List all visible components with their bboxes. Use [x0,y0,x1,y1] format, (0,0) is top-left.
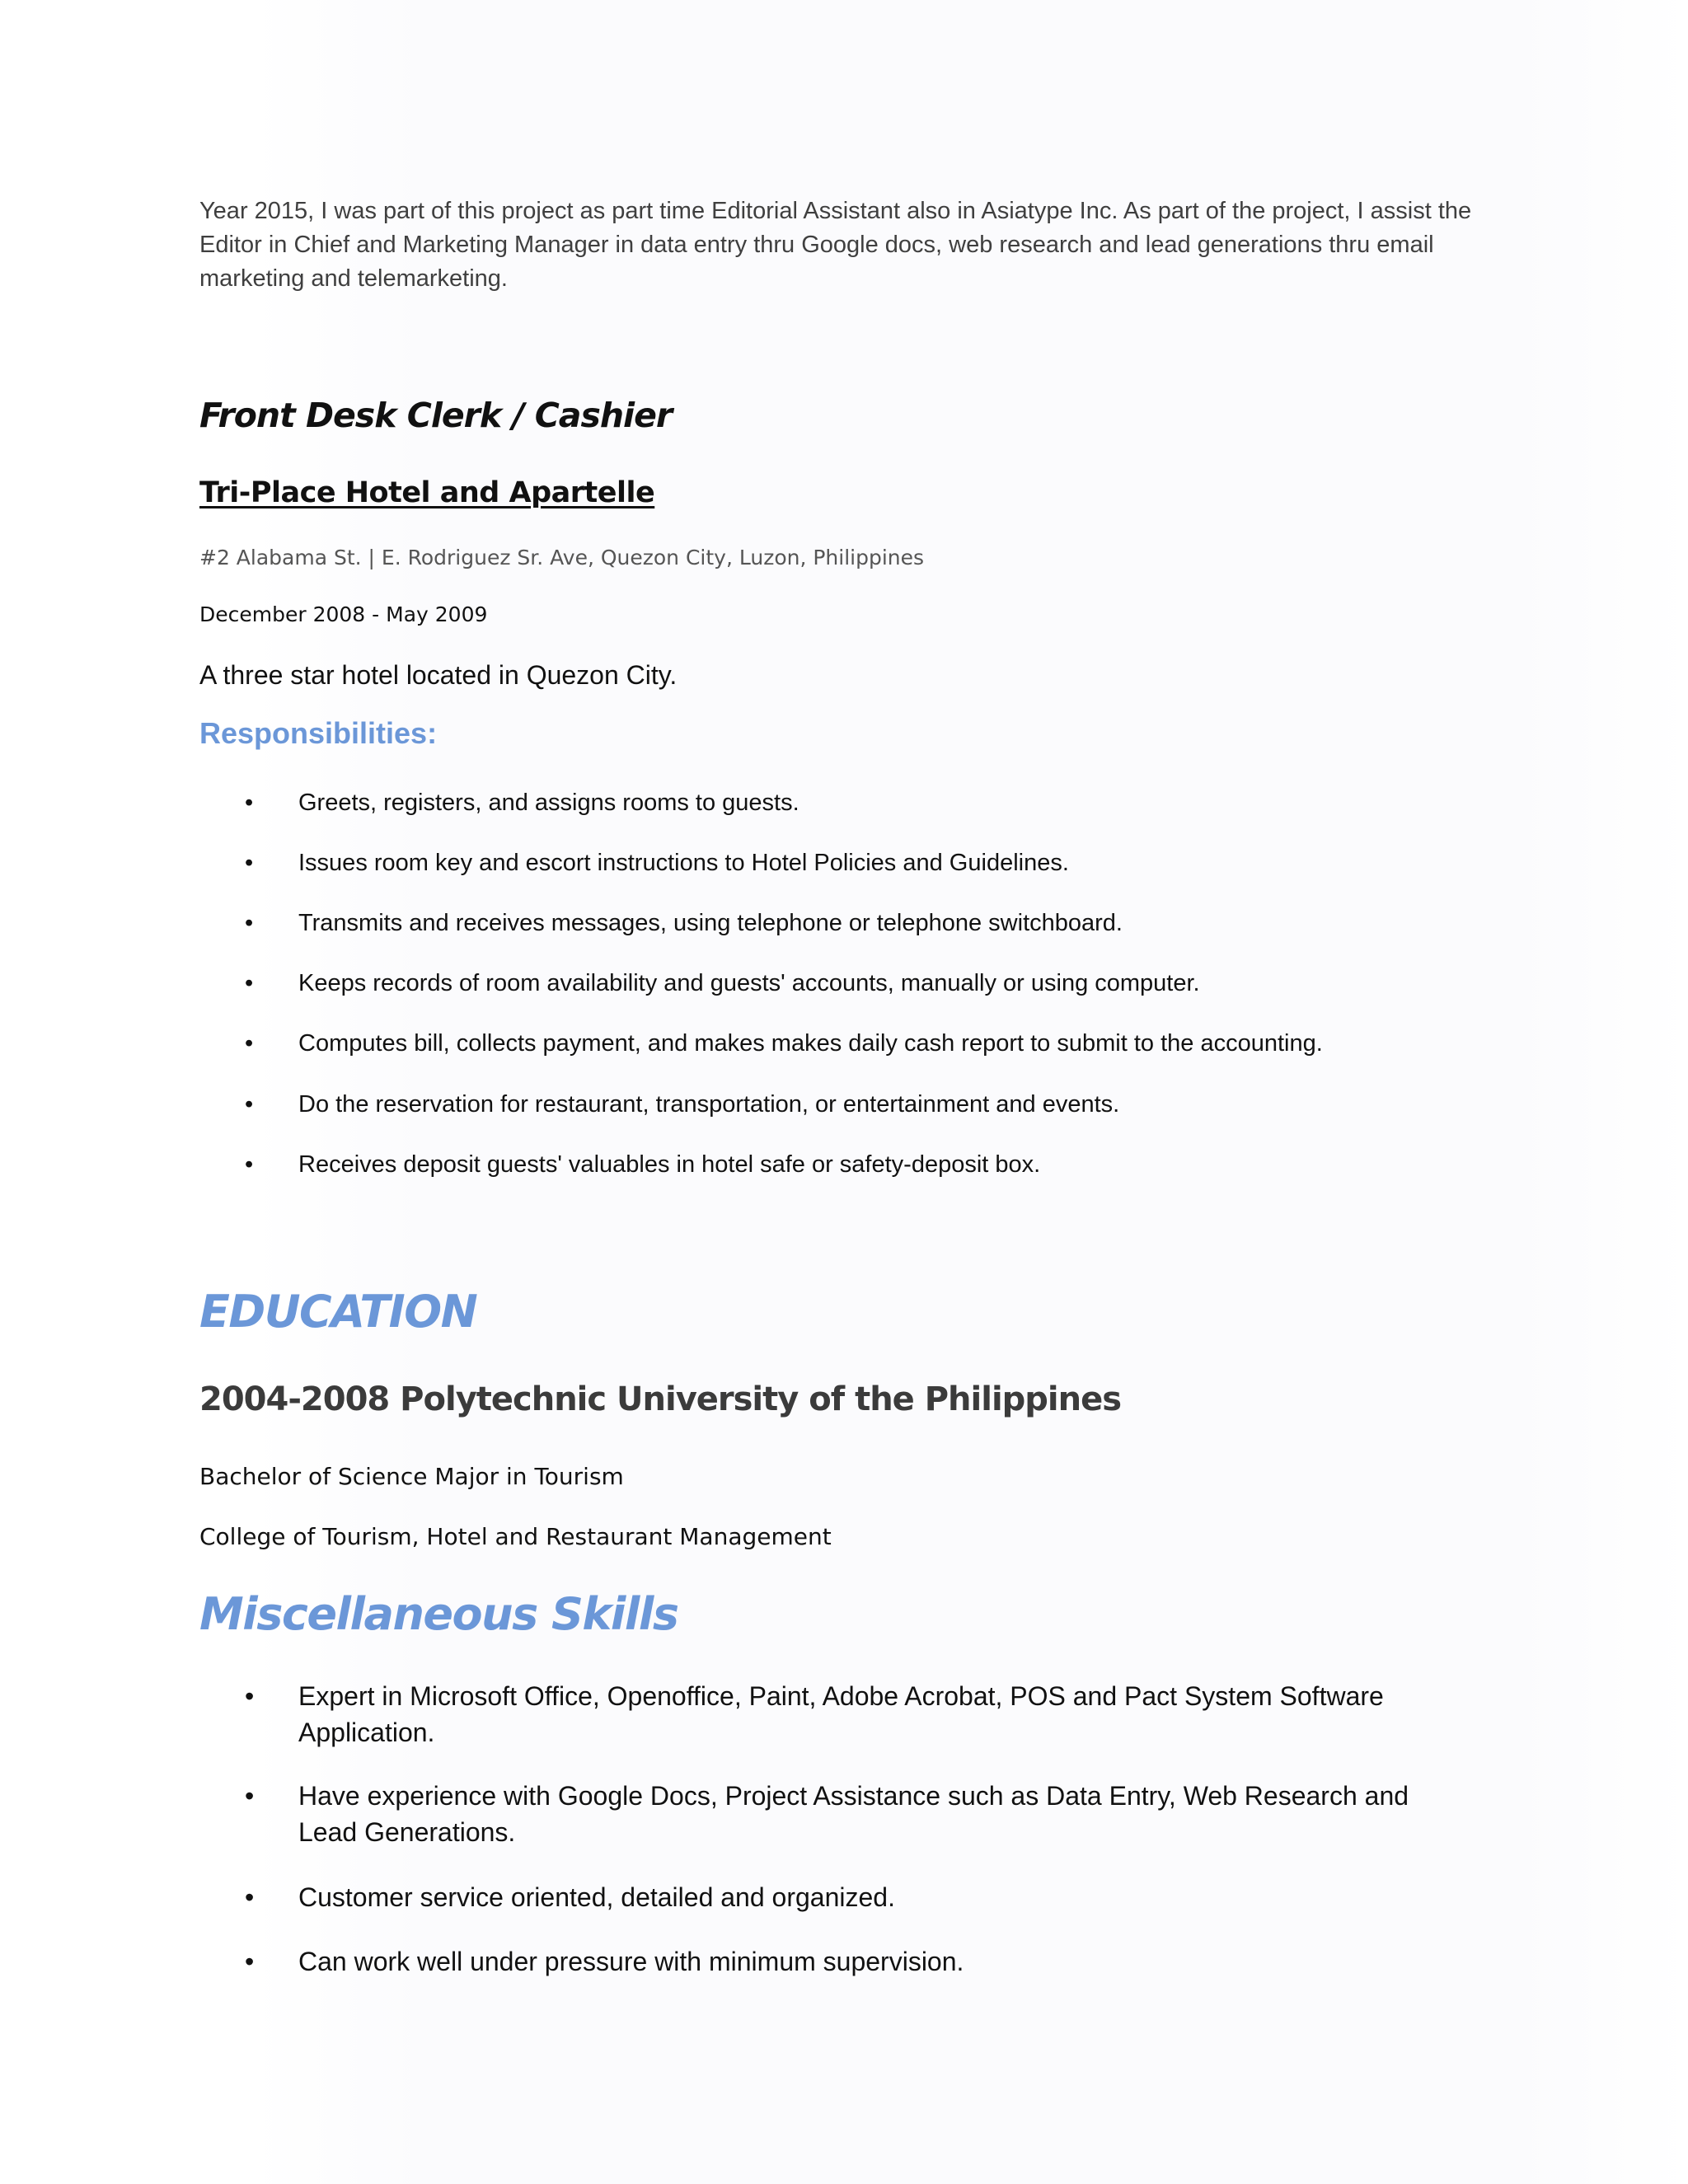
bullet-icon: • [245,1681,255,1711]
responsibilities-heading: Responsibilities: [199,716,438,750]
bullet-icon: • [245,1030,254,1057]
skills-heading: Miscellaneous Skills [199,1588,678,1640]
skill-text: Expert in Microsoft Office, Openoffice, Paint, Adobe Acrobat, POS and Pact System Software Application. [298,1681,1384,1747]
bullet-icon: • [245,1882,255,1912]
responsibility-text: Transmits and receives messages, using telephone or telephone switchboard. [298,910,1123,936]
responsibility-text: Greets, registers, and assigns rooms to guests. [298,790,799,816]
bullet-icon: • [245,1091,254,1118]
bullet-icon: • [245,910,254,936]
responsibility-text: Keeps records of room availability and guests' accounts, manually or using computer. [298,970,1200,996]
job-title: Front Desk Clerk / Cashier [199,396,673,435]
responsibility-text: Computes bill, collects payment, and makes makes daily cash report to submit to the accounting. [298,1030,1323,1057]
education-college: College of Tourism, Hotel and Restaurant Management [199,1523,832,1550]
intro-paragraph: Year 2015, I was part of this project as part time Editorial Assistant also in Asiatype Inc. As part of the project, I assist the Editor in Chief and Marketing Manager in data entry thru Google docs, web research and lead generations thru email marketing and telemarketing. [199,198,1472,292]
bullet-icon: • [245,1947,255,1976]
responsibility-text: Do the reservation for restaurant, transportation, or entertainment and events. [298,1091,1120,1118]
education-degree: Bachelor of Science Major in Tourism [199,1463,624,1490]
education-heading: EDUCATION [199,1286,477,1338]
education-title: 2004-2008 Polytechnic University of the Philippines [199,1380,1122,1418]
bullet-icon: • [245,790,254,816]
company-address: #2 Alabama St. | E. Rodriguez Sr. Ave, Quezon City, Luzon, Philippines [199,546,925,569]
company-name: Tri-Place Hotel and Apartelle [199,476,655,509]
skill-text: Have experience with Google Docs, Project Assistance such as Data Entry, Web Research and Lead Generations. [298,1781,1409,1847]
bullet-icon: • [245,970,254,996]
responsibility-text: Issues room key and escort instructions to Hotel Policies and Guidelines. [298,850,1069,876]
responsibility-text: Receives deposit guests' valuables in hotel safe or safety-deposit box. [298,1151,1041,1178]
company-description: A three star hotel located in Quezon City. [199,660,678,690]
bullet-icon: • [245,1151,254,1178]
bullet-icon: • [245,1781,255,1811]
skill-text: Can work well under pressure with minimum supervision. [298,1947,964,1976]
skill-text: Customer service oriented, detailed and organized. [298,1882,895,1912]
employment-dates: December 2008 - May 2009 [199,602,488,626]
bullet-icon: • [245,850,254,876]
